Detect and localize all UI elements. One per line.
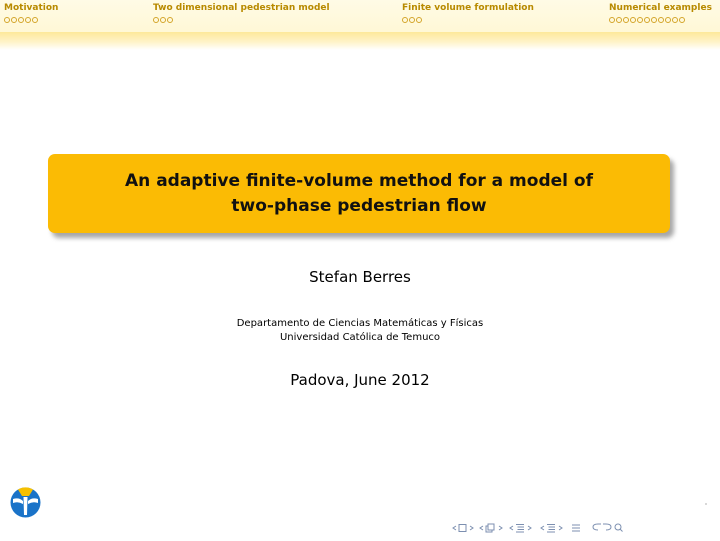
beamer-navigation-symbols [452,521,712,535]
nav-dots-motivation [4,17,38,23]
nav-dot[interactable] [658,17,664,23]
nav-dot[interactable] [18,17,24,23]
title-line-1: An adaptive finite-volume method for a model of [125,170,593,191]
university-logo-icon [10,487,41,518]
nav-dot[interactable] [630,17,636,23]
nav-subsection-icon[interactable] [486,524,494,532]
nav-forward-icon[interactable] [603,524,611,530]
nav-next-section-icon[interactable] [528,526,531,530]
nav-dot[interactable] [416,17,422,23]
nav-dot[interactable] [651,17,657,23]
nav-section-motivation[interactable]: Motivation [4,3,59,13]
nav-prev-section-icon[interactable] [510,526,513,530]
nav-dot[interactable] [623,17,629,23]
title-line-2: two-phase pedestrian flow [231,195,487,216]
nav-next-frame-icon[interactable] [470,526,473,530]
nav-dot[interactable] [616,17,622,23]
nav-dot[interactable] [402,17,408,23]
nav-dot[interactable] [11,17,17,23]
nav-prev-presentation-icon[interactable] [541,526,544,530]
title-block [48,154,670,233]
presentation-date: Padova, June 2012 [290,371,430,389]
nav-presentation-icon[interactable] [547,525,555,533]
nav-back-icon[interactable] [593,524,601,530]
nav-dot[interactable] [644,17,650,23]
institute-line-1: Departamento de Ciencias Matemáticas y Físicas [236,318,484,329]
nav-section-two-dimensional-model[interactable]: Two dimensional pedestrian model [153,3,330,13]
nav-dots-finite-volume [402,17,422,23]
nav-dot[interactable] [679,17,685,23]
nav-dots-numerical-examples [609,17,685,23]
nav-dot[interactable] [25,17,31,23]
nav-document-icon[interactable] [572,525,580,531]
nav-dot[interactable] [609,17,615,23]
section-navigation-bar [0,0,720,32]
nav-prev-subsection-icon[interactable] [480,526,483,530]
nav-search-icon[interactable] [615,524,623,532]
nav-dot[interactable] [665,17,671,23]
nav-dot[interactable] [409,17,415,23]
institute-line-2: Universidad Católica de Temuco [279,332,441,343]
nav-section-finite-volume[interactable]: Finite volume formulation [402,3,534,13]
nav-dot[interactable] [4,17,10,23]
corner-mark [705,503,707,505]
author-name: Stefan Berres [309,268,411,286]
nav-dot[interactable] [32,17,38,23]
nav-dot[interactable] [637,17,643,23]
nav-next-presentation-icon[interactable] [559,526,562,530]
nav-dot[interactable] [160,17,166,23]
header-gradient-band [0,32,720,50]
nav-section-numerical-examples[interactable]: Numerical examples [609,3,712,13]
nav-dot[interactable] [167,17,173,23]
nav-prev-frame-icon[interactable] [453,526,456,530]
nav-next-subsection-icon[interactable] [499,526,502,530]
nav-dots-two-dimensional-model [153,17,173,23]
nav-section-icon[interactable] [516,525,524,533]
nav-frame-icon[interactable] [459,525,466,532]
nav-dot[interactable] [672,17,678,23]
nav-dot[interactable] [153,17,159,23]
